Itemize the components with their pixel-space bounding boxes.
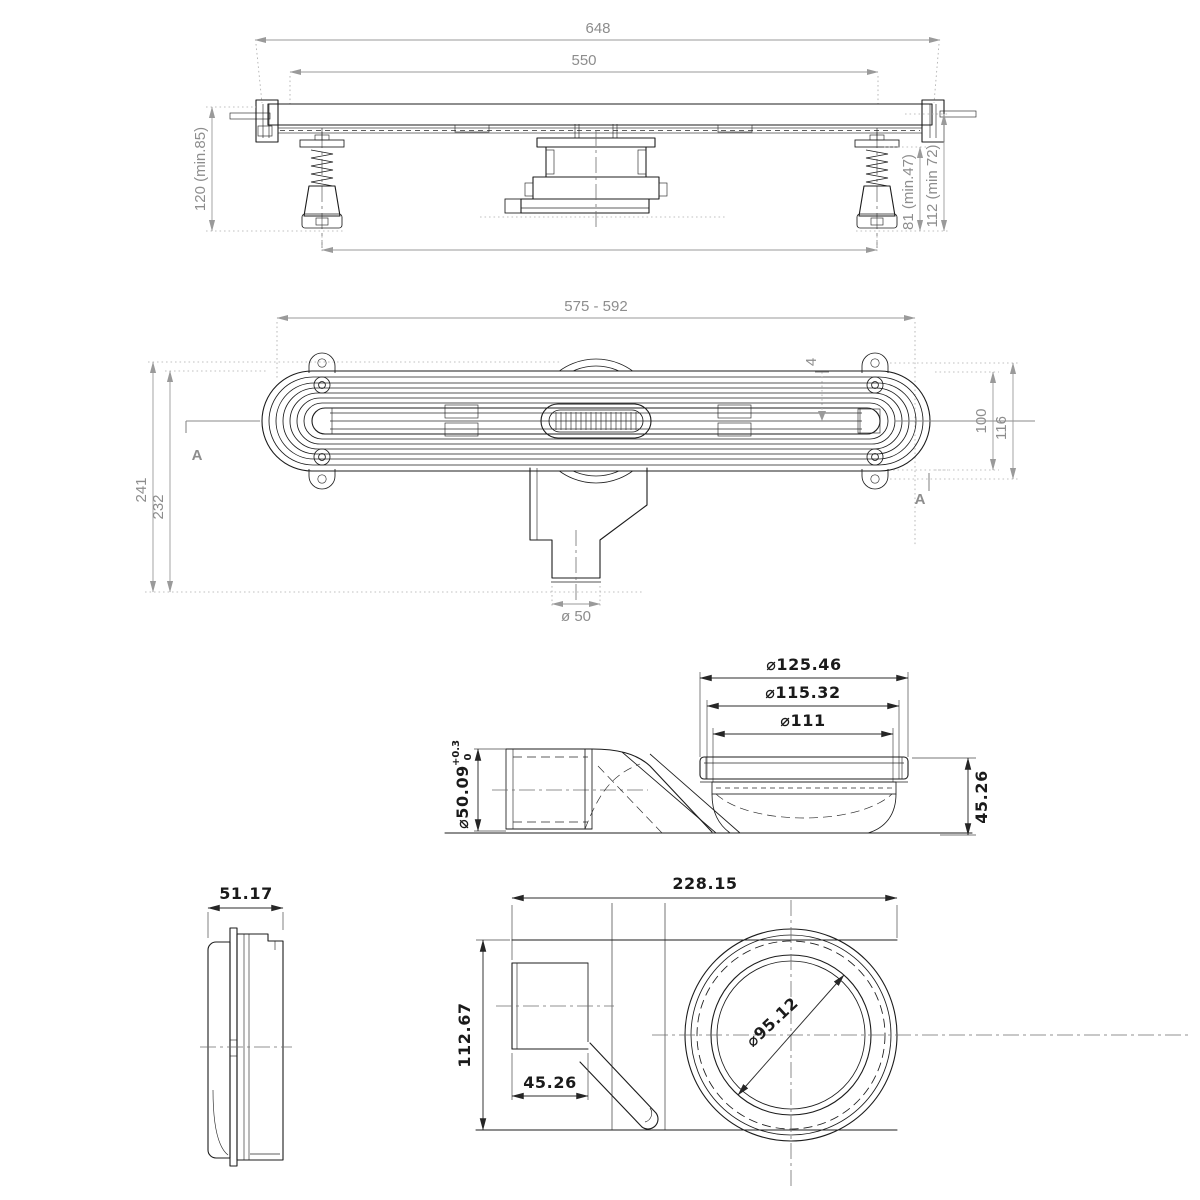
- dim-channel-length: 232: [150, 494, 167, 520]
- dim-inner-diameter: ⌀111: [780, 711, 826, 730]
- cartridge-geometry: [200, 928, 292, 1166]
- dim-total-height: 112 (min 72): [924, 144, 941, 228]
- dim-seat-diameter: ⌀115.32: [765, 683, 841, 702]
- dim-cartridge-width: 51.17: [219, 884, 273, 903]
- leg-right: [855, 128, 899, 248]
- dim-outlet-tol-zero: 0: [463, 753, 474, 761]
- mounting-tab-right: [862, 353, 888, 489]
- dim-trap-height: 45.26: [972, 770, 991, 824]
- dim-trap-plan-width: 112.67: [455, 1002, 474, 1068]
- dim-outlet-tol-plus: +0.3: [451, 739, 462, 767]
- dim-length-adjustable: 575 - 592: [564, 298, 628, 315]
- trap-body-section: [505, 124, 667, 228]
- dim-overall-width: 648: [585, 20, 611, 37]
- dim-overall-width: 116: [993, 416, 1010, 440]
- dim-bowl-diameter: ⌀95.12: [742, 993, 803, 1051]
- trap-plan-geometry: [476, 900, 1188, 1188]
- dim-channel-width: 100: [973, 408, 990, 434]
- dim-outlet-od-group: [451, 740, 474, 829]
- dim-trap-height: 81 (min.47): [900, 154, 917, 230]
- dim-flange-diameter: ⌀125.46: [766, 655, 842, 674]
- dim-outlet-od: ⌀50.09: [453, 765, 472, 829]
- dim-grate-width: 550: [571, 52, 597, 69]
- dim-overall-length: 241: [133, 477, 150, 503]
- view-cartridge-side: [200, 884, 292, 1166]
- dim-outlet-diameter: ø 50: [560, 608, 592, 625]
- leg-left: [300, 128, 344, 248]
- view-trap-plan: [455, 874, 1188, 1188]
- dim-outlet-length: 45.26: [523, 1073, 577, 1092]
- view-trap-side: [445, 655, 991, 835]
- dim-slot-inset: 4: [803, 357, 820, 367]
- dim-install-height: 120 (min.85): [192, 126, 209, 212]
- outlet-body-plan: [530, 468, 647, 602]
- section-letter-left: A: [191, 447, 203, 464]
- view-plan: [133, 298, 1035, 625]
- view-side-section: [192, 20, 976, 254]
- section-letter-right: A: [914, 491, 926, 508]
- dim-trap-plan-length: 228.15: [672, 874, 738, 893]
